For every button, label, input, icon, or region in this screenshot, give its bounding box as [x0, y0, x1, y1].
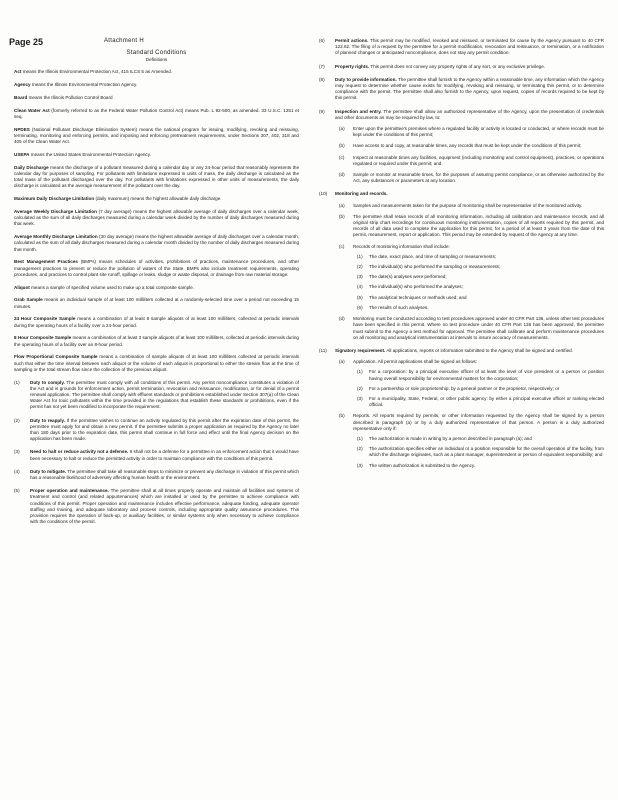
subcondition-body — [353, 214, 604, 239]
condition-body — [335, 348, 604, 469]
condition — [319, 77, 604, 102]
subcondition-text: Reports. All reports required by permits, or other information requested by the Agency shall be signed by a person described in paragraph (a) or by a duly authorized representative of that person. A person is a duly authorized representative only if: — [353, 413, 604, 431]
condition-body — [335, 64, 604, 70]
definition-text: (30 day average) means the highest allowable average of daily discharges over a calendar month, calculated as the sum of all daily discharges measured during a calendar month divided by the number of daily discharges measured during that month. — [14, 234, 299, 252]
condition-paragraph — [335, 109, 604, 121]
subcondition-text: Records of monitoring information shall include: — [353, 243, 450, 249]
definition-term: Act — [14, 69, 22, 75]
subcondition — [339, 244, 604, 311]
left-column — [14, 38, 299, 794]
definition-text: (formerly referred to as the Federal Water Pollution Control Act) means Pub. L 92-500, as amended. 33 U.S.C. 1251 et seq. — [14, 107, 299, 119]
sub-subcondition — [357, 254, 604, 260]
condition-number: (5) — [14, 488, 20, 494]
subcondition-body — [353, 203, 604, 209]
condition-title: Need to halt or reduce activity not a defense. — [30, 449, 129, 455]
condition-body — [335, 77, 604, 102]
page-number: Page 25 — [9, 37, 44, 47]
condition-title: Property rights. — [335, 63, 370, 69]
definition-text: means a combination of at least 3 sample aliquots of at least 100 milliliters, collected at periodic intervals during the operating hours of a facility over an 8-hour period. — [14, 335, 299, 347]
sub-subcondition-number: (5) — [357, 294, 363, 300]
condition-number: (8) — [319, 76, 325, 82]
subcondition-body — [353, 413, 604, 468]
condition-paragraph — [30, 469, 299, 481]
condition — [319, 38, 604, 57]
condition-title: Duty to comply. — [30, 379, 65, 385]
definition-text: means the discharge of a pollutant measured during a calendar day or any 24-hour period that reasonably represents the calendar day for purposes of sampling. For pollutants with limitations expressed in units of mass, the daily discharge is calculated as the total mass of the pollutant discharged over the day. For pollutants with limitations expressed in other units of measurements, the daily discharge is calculated as the average measurement of the pollutant over the day. — [14, 164, 299, 189]
subcondition-number: (a) — [339, 202, 345, 208]
condition-paragraph — [335, 38, 604, 57]
subcondition-text: Enter upon the permittee's premises where a regulated facility or activity is located or conducted, or where records must be kept under the conditions of this permit; — [353, 126, 604, 138]
condition-paragraph — [335, 77, 604, 102]
definition — [14, 259, 299, 278]
definition — [14, 335, 299, 347]
sub-subcondition-text: The analytical techniques or methods used; and — [369, 294, 467, 300]
condition-body — [335, 191, 604, 340]
subcondition — [339, 359, 604, 408]
condition-paragraph — [30, 380, 299, 411]
definition-term: NPDES — [14, 126, 30, 132]
sub-subcondition-number: (2) — [357, 264, 363, 270]
definition — [14, 285, 299, 291]
sub-subcondition-number: (2) — [357, 385, 363, 391]
definition-text: (7 day average) means the highest allowable average of daily discharges over a calendar week, calculated as the sum of all daily discharges measured during a calendar week divided by the number of daily discharges measured during that week. — [14, 209, 299, 227]
sub-subcondition-text: The authorization specifies either an individual or a position responsible for the overall operation of the facility, from which the discharge originates, such as a plant manager, superintendent or person of equivalent responsibility; and — [369, 446, 604, 458]
sub-subcondition-number: (3) — [357, 274, 363, 280]
definition — [14, 354, 299, 373]
definition — [14, 127, 299, 146]
definition — [14, 108, 299, 120]
definition-term: 24 Hour Composite Sample — [14, 316, 76, 322]
sub-subcondition — [357, 446, 604, 458]
condition-paragraph — [335, 191, 604, 197]
subcondition — [339, 316, 604, 341]
sub-subcondition-number: (6) — [357, 304, 363, 310]
condition-number: (2) — [14, 417, 20, 423]
condition-title: Signatory requirement. — [335, 347, 386, 353]
definition-term: Aliquot — [14, 284, 30, 290]
subcondition — [339, 413, 604, 468]
definition — [14, 316, 299, 328]
definition-term: Grab Sample — [14, 297, 43, 303]
definition — [14, 95, 299, 101]
definition — [14, 297, 299, 309]
condition — [319, 109, 604, 185]
sub-subcondition — [357, 274, 604, 280]
definition-text: means a combination of at least 8 sample aliquots of at least 100 milliliters, collected at periodic intervals during the operating hours of a facility over a 24-hour period. — [14, 316, 299, 328]
subcondition-text: Monitoring must be conducted according to test procedures approved under 40 CFR Part 136, unless other test procedures have been specified in this permit. Where no test procedure under 40 CFR Part 136 has been approved, the permittee must submit to the Agency a test method for approval. The permittee shall calibrate and perform maintenance procedures on all monitoring and analytical instrumentation at intervals to insure accuracy of measurements. — [353, 316, 604, 340]
page-header — [9, 37, 318, 57]
sub-subcondition-text: For a partnership or sole proprietorship: by a general partner or the proprietor, respectively; or — [369, 385, 560, 391]
sub-subcondition-text: The results of such analyses. — [369, 304, 429, 310]
sub-subcondition-text: The individual(s) who performed the sampling or measurements; — [369, 264, 501, 270]
subcondition-text: Samples and measurements taken for the purpose of monitoring shall be representative of the monitored activity. — [353, 202, 583, 208]
subcondition — [339, 155, 604, 167]
definition-term: 8 Hour Composite Sample — [14, 335, 72, 341]
subcondition-number: (b) — [339, 413, 345, 419]
sub-subcondition — [357, 264, 604, 270]
section-title: Standard Conditions — [126, 50, 187, 56]
definition — [14, 234, 299, 253]
condition-title: Proper operation and maintenance. — [30, 488, 109, 494]
definition-text: means the Illinois Environmental Protection Act, 415 ILCS 5 as Amended. — [22, 69, 173, 75]
definition-term: USEPA — [14, 152, 30, 157]
sub-subcondition-text: The date, exact place, and time of sampling or measurements; — [369, 253, 497, 259]
sub-subcondition-number: (4) — [357, 284, 363, 290]
subcondition-text: Application. All permit applications shall be signed as follows: — [353, 359, 478, 365]
condition-title: Permit actions. — [335, 38, 369, 43]
definition-term: Flow Proportional Composite Sample — [14, 354, 98, 360]
sub-subcondition-number: (3) — [357, 462, 363, 468]
condition-text: It shall not be a defense for a permittee in an enforcement action that it would have been necessary to halt or reduce the permitted activity in order to maintain compliance with the conditions of this permit. — [30, 449, 299, 461]
condition-number: (10) — [319, 191, 328, 197]
condition-paragraph — [335, 348, 604, 354]
condition-number: (11) — [319, 347, 327, 353]
sub-subcondition-number: (2) — [357, 446, 363, 452]
condition — [14, 449, 299, 461]
section-subtitle: Definitions — [145, 57, 168, 63]
sub-subcondition-number: (1) — [357, 253, 363, 259]
condition-title: Inspection and entry. — [335, 108, 382, 114]
subcondition-number: (b) — [339, 143, 345, 149]
condition-number: (1) — [14, 379, 20, 385]
right-conditions-list — [319, 38, 604, 469]
condition-text: This permit may be modified, revoked and reissued, or terminated for cause by the Agency pursuant to 40 CFR 122.62. The filing of a request by the permittee for a permit modification, revocation and reissuance, or termination, or a notification of planned changes or anticipated noncompliance, does not stay any permit condition. — [335, 38, 604, 56]
condition-body — [335, 38, 604, 57]
subcondition-text: Sample or monitor at reasonable times, for the purposes of assuring permit compliance, or as otherwise authorized by the Act, any substances or parameters at any location. — [353, 172, 604, 184]
condition-number: (4) — [14, 468, 20, 474]
condition-body — [30, 449, 299, 461]
definition-text: means the United States Environmental Protection Agency. — [30, 152, 151, 157]
definition-term: Average Weekly Discharge Limitation — [14, 209, 97, 214]
definition — [14, 69, 299, 75]
sub-subcondition-text: The authorization is made in writing by a person described in paragraph (a); and — [369, 435, 532, 441]
subcondition-number: (c) — [339, 154, 345, 160]
condition-title: Duty to mitigate. — [30, 468, 67, 474]
definition — [14, 82, 299, 88]
subcondition — [339, 214, 604, 239]
subcondition-body — [353, 126, 604, 138]
sub-subcondition-text: The written authorization is submitted to the Agency. — [369, 462, 476, 468]
condition-paragraph — [30, 488, 299, 525]
definition-term: Board — [14, 95, 28, 100]
definition-text: means an individual sample of at least 100 milliliters collected at a randomly-selected time over a period not exceeding 15 minutes. — [14, 297, 299, 309]
condition-body — [30, 380, 299, 411]
sub-subcondition — [357, 295, 604, 301]
condition — [14, 469, 299, 481]
definitions-list — [14, 69, 299, 373]
subcondition-number: (c) — [339, 243, 345, 249]
subcondition — [339, 203, 604, 209]
subcondition-number: (a) — [339, 126, 345, 132]
sub-subcondition — [357, 369, 604, 381]
condition-paragraph — [30, 449, 299, 461]
subcondition-body — [353, 172, 604, 184]
condition-number: (3) — [14, 449, 20, 455]
condition-body — [335, 109, 604, 185]
sub-subcondition-text: The individual(s) who performed the analyses; — [369, 284, 463, 290]
sub-subcondition — [357, 436, 604, 442]
condition-text: The permittee shall at all times properly operate and maintain all facilities and systems of treatment and control (and related appurtenances) which are installed or used by the permittee to achieve compliance with conditions of this permit. Proper operation and maintenance includes effective performance, adequate funding, adequate operator staffing and training, and adequate laboratory and process controls, including appropriate quality assurance procedures. This provision requires the operation of back-up, or auxiliary facilities, or similar systems only when necessary to achieve compliance with the conditions of the permit. — [30, 488, 299, 525]
condition — [319, 191, 604, 340]
condition — [14, 380, 299, 411]
condition-text: The permittee must comply with all conditions of this permit. Any permit noncompliance constitutes a violation of the Act and is grounds for enforcement action, permit termination, revocation and reissuance, modification, or for denial of a permit renewal application. The permittee shall comply with effluent standards or prohibitions established under Section 307(a) of the Clean Water Act for toxic pollutants within the time provided in the regulations that establish these standards or prohibitions, even if the permit has not yet been modified to incorporate the requirement. — [30, 379, 299, 410]
subcondition — [339, 143, 604, 149]
definition-term: Maximum Daily Discharge Limitation — [14, 196, 95, 202]
sub-subcondition-number: (1) — [357, 369, 363, 375]
subcondition-text: Have access to and copy, at reasonable times, any records that must be kept under the conditions of this permit; — [353, 143, 582, 149]
definition-text: (BMPs) means schedules of activities, prohibitions of practices, maintenance procedures, and other management practices to prevent or reduce the pollution of waters of the State. BMPs also include treatment requirements, operating procedures, and practices to control plant site runoff, spillage or leaks, sludge or waste disposal, or drainage from raw material storage. — [14, 259, 299, 277]
condition-text: This permit does not convey any property rights of any sort, or any exclusive privilege. — [370, 63, 546, 69]
condition-number: (6) — [319, 38, 325, 43]
subcondition-text: The permittee shall retain records of all monitoring information, including all calibration and maintenance records, and all original strip chart recordings for continuous monitoring instrumentation, copies of all reports required by this permit, and records of all data used to complete the application for this permit, for a period of at least 3 years from the date of this permit, measurement, report or application. This period may be extended by request of the Agency at any time. — [353, 213, 604, 238]
condition-title: Duty to provide information. — [335, 76, 397, 82]
sub-subcondition — [357, 284, 604, 290]
condition-text: All applications, reports or information submitted to the Agency shall be signed and certified. — [386, 347, 573, 353]
definition-text: (National Pollutant Discharge Elimination System) means the national program for issuing, modifying, revoking and reissuing, terminating, monitoring and enforcing permits, and imposing and enforcing pretreatment requirements, under Sections 307, 402, 318 and 405 of the Clean Water Act. — [14, 126, 299, 145]
condition — [14, 418, 299, 443]
definition-term: Daily Discharge — [14, 164, 49, 170]
sub-subcondition-text: The date(s) analyses were performed; — [369, 274, 447, 280]
sub-subcondition-number: (3) — [357, 395, 363, 401]
condition-body — [30, 469, 299, 481]
subcondition — [339, 172, 604, 184]
condition — [319, 64, 604, 70]
sub-subcondition — [357, 386, 604, 392]
sub-subcondition — [357, 305, 604, 311]
definition-text: (daily maximum) means the highest allowable daily discharge. — [95, 196, 222, 202]
left-conditions-list — [14, 380, 299, 526]
subcondition — [339, 126, 604, 138]
subcondition-body — [353, 316, 604, 341]
definition-text: means the Illinois Pollution Control Board — [28, 95, 113, 100]
sub-subcondition — [357, 463, 604, 469]
definition-term: Best Management Practices — [14, 259, 78, 265]
condition-body — [30, 418, 299, 443]
subcondition-body — [353, 155, 604, 167]
definition-term: Clean Water Act — [14, 107, 50, 113]
condition — [319, 348, 604, 469]
definition — [14, 196, 299, 202]
definition — [14, 152, 299, 158]
definition — [14, 209, 299, 228]
sub-subcondition-text: For a corporation: by a principal executive officer of at least the level of vice president or a person or position having overall responsibility for environmental matters for the corporation; — [369, 369, 604, 381]
condition — [14, 488, 299, 525]
condition-text: The permittee shall furnish to the Agency within a reasonable time, any information which the Agency may request to determine whether cause exists for modifying, revoking and reissuing, or terminating this permit, or to determine compliance with the permit. The permittee shall also furnish to the Agency, upon request, copies of records required to be kept by this permit. — [335, 76, 604, 101]
condition-paragraph — [30, 418, 299, 443]
subcondition-body — [353, 143, 604, 149]
subcondition-body — [353, 244, 604, 311]
definition-term: Agency — [14, 82, 31, 88]
subcondition-number: (d) — [339, 316, 345, 322]
condition-number: (7) — [319, 63, 325, 69]
right-column — [319, 38, 604, 794]
subcondition-number: (d) — [339, 172, 345, 178]
subcondition-number: (b) — [339, 213, 345, 219]
condition-paragraph — [335, 64, 604, 70]
definition-text: means a combination of sample aliquots of at least 100 milliliters collected at periodic intervals such that either the time interval between each aliquot or the volume of each aliquot is proportional to either the stream flow at the time of sampling or the total stream flow since the collection of the previous aliquot. — [14, 354, 299, 372]
attachment-label: Attachment H — [104, 38, 144, 44]
condition-number: (9) — [319, 108, 325, 114]
definition-text: means the Illinois Environmental Protection Agency. — [31, 82, 138, 88]
condition-body — [30, 488, 299, 525]
definition-text: means a sample of specified volume used to make up a total composite sample. — [31, 284, 195, 290]
condition-title: Duty to reapply. — [30, 417, 65, 423]
condition-text: If the permittee wishes to continue an activity regulated by this permit after the expiration date of this permit, the permittee must apply for and obtain a new permit. If the permittee submits a proper application as required by the Agency no later than 180 days prior to the expiration date, this permit shall continue in full force and effect until the final Agency decision on the application has been made. — [30, 417, 299, 442]
subcondition-text: Inspect at reasonable times any facilities, equipment (including monitoring and control equipment), practices, or operations regulated or required under this permit; and — [353, 154, 604, 166]
definition-term: Average Monthly Discharge Limitation — [14, 234, 98, 240]
subcondition-body — [353, 359, 604, 408]
condition-text: The permittee shall take all reasonable steps to minimize or prevent any discharge in violation of this permit which has a reasonable likelihood of adversely affecting human health or the environment. — [30, 468, 299, 481]
sub-subcondition-text: For a municipality, State, Federal, or other public agency: by either a principal executive officer or ranking elected official. — [369, 395, 604, 408]
condition-title: Monitoring and records. — [335, 191, 388, 197]
sub-subcondition — [357, 396, 604, 408]
sub-subcondition-number: (1) — [357, 435, 363, 441]
subcondition-number: (a) — [339, 359, 345, 365]
definition — [14, 165, 299, 190]
condition-text: The permittee shall allow an authorized representative of the Agency, upon the presentation of credentials and other documents as may be required by law, to: — [335, 108, 604, 120]
